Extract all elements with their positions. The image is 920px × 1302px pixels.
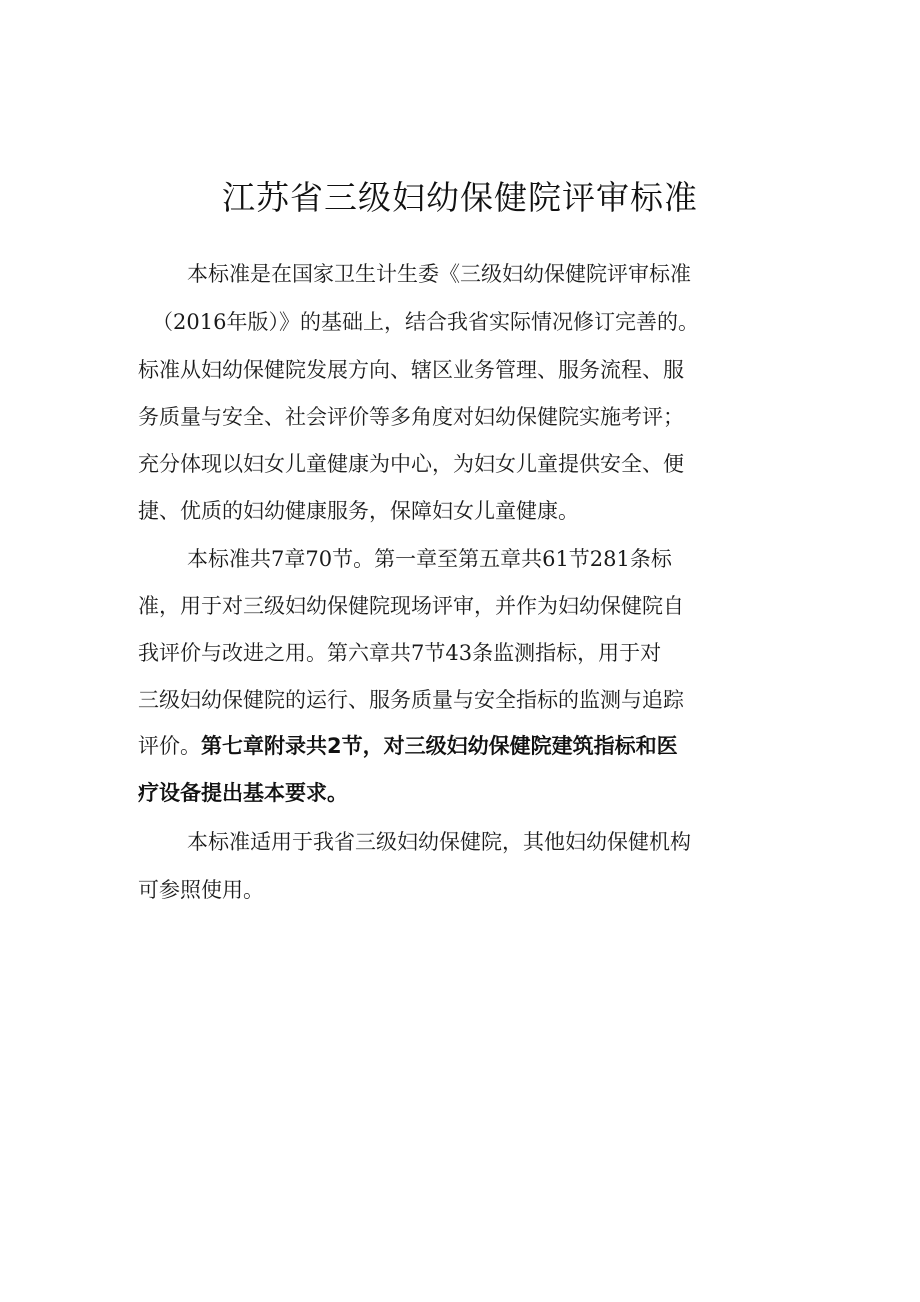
paragraph-line: 准，用于对三级妇幼保健院现场评审，并作为妇幼保健院自 — [138, 594, 684, 618]
paragraph-line: 三级妇幼保健院的运行、服务质量与安全指标的监测与追踪 — [138, 688, 684, 712]
paragraph-line: 本标准共7章70节。第一章至第五章共61节281条标 — [187, 547, 672, 571]
paragraph-line: 务质量与安全、社会评价等多角度对妇幼保健院实施考评； — [138, 405, 684, 429]
paragraph-line: 本标准适用于我省三级妇幼保健院，其他妇幼保健机构 — [187, 830, 691, 854]
paragraph-line: （2016年版）》的基础上，结合我省实际情况修订完善的。 — [152, 310, 699, 334]
document-title: 江苏省三级妇幼保健院评审标准 — [222, 178, 698, 217]
paragraph-line-mixed — [138, 730, 678, 760]
paragraph-line: 充分体现以妇女儿童健康为中心，为妇女儿童提供安全、便 — [138, 452, 684, 476]
paragraph-text-bold: 第七章附录共2节，对三级妇幼保健院建筑指标和医 — [201, 734, 678, 758]
paragraph-line: 捷、优质的妇幼健康服务，保障妇女儿童健康。 — [138, 499, 579, 523]
paragraph-line-bold: 疗设备提出基本要求。 — [138, 781, 348, 805]
paragraph-line: 本标准是在国家卫生计生委《三级妇幼保健院评审标准 — [187, 262, 691, 286]
paragraph-text-normal: 评价。 — [138, 734, 201, 758]
paragraph-line: 我评价与改进之用。第六章共7节43条监测指标，用于对 — [138, 641, 662, 665]
paragraph-line: 标准从妇幼保健院发展方向、辖区业务管理、服务流程、服 — [138, 358, 684, 382]
paragraph-line: 可参照使用。 — [138, 878, 264, 902]
